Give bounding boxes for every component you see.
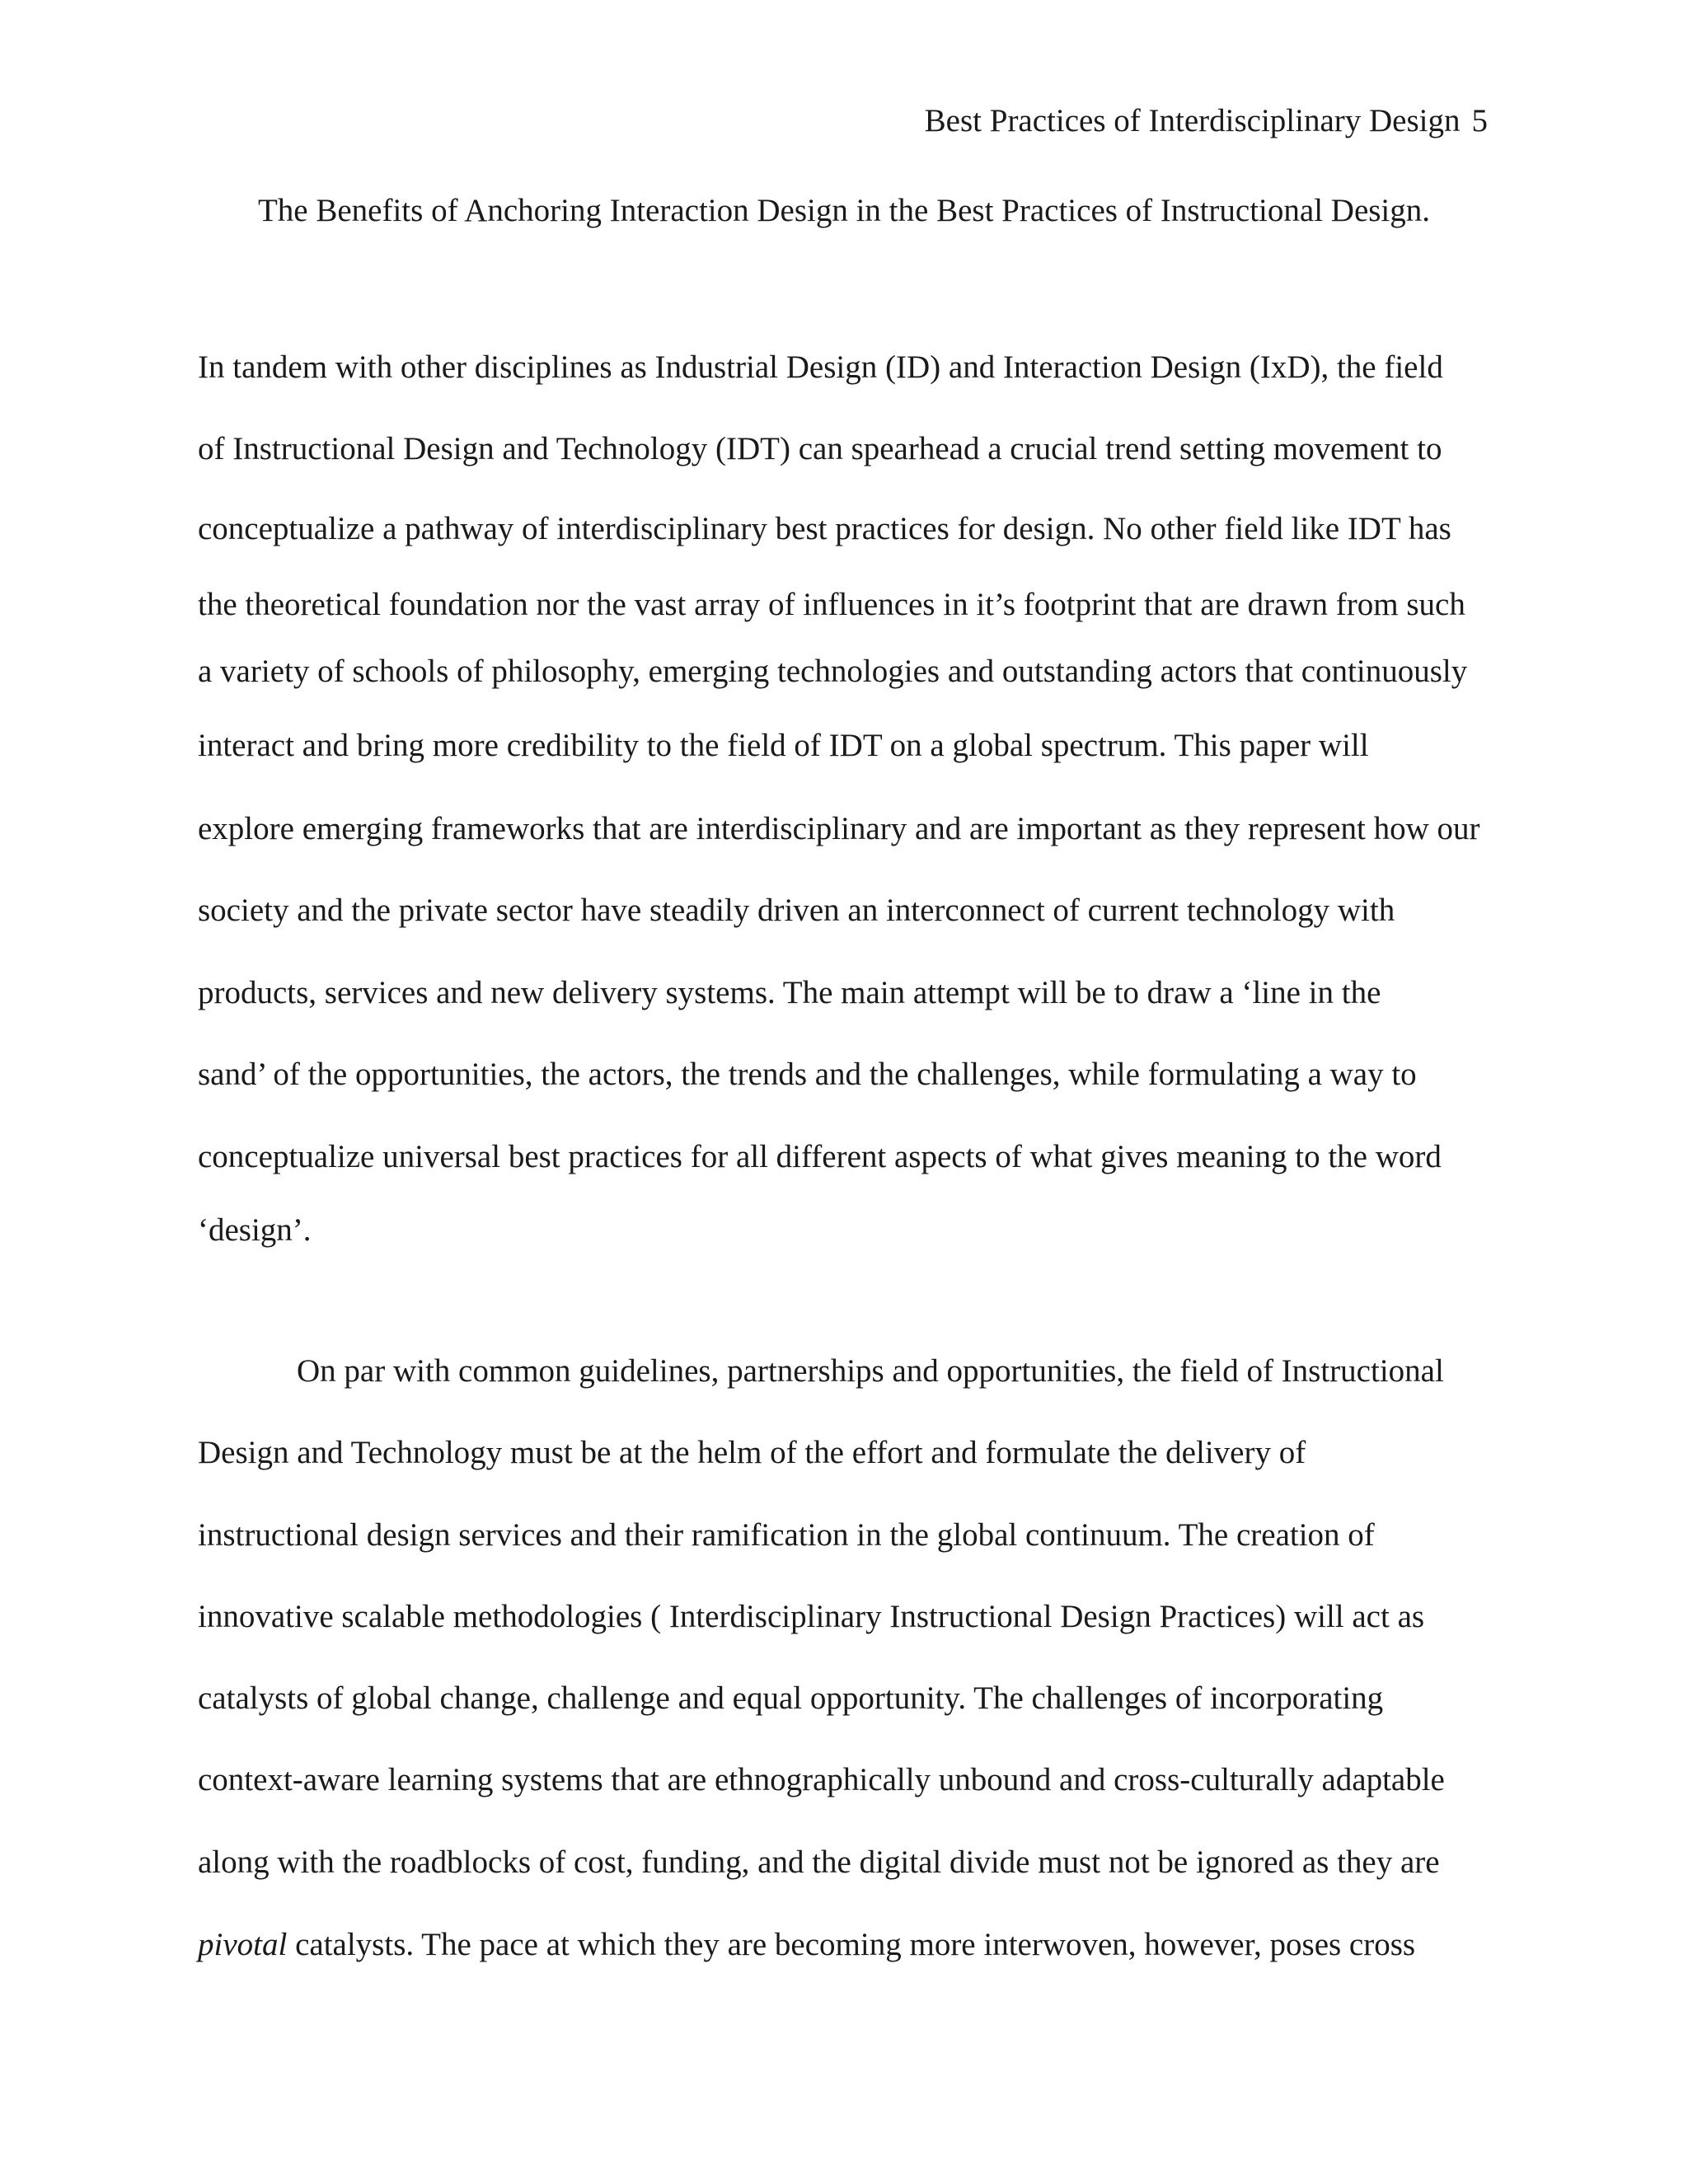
running-head-title: Best Practices of Interdisciplinary Design: [924, 103, 1461, 138]
paragraph-1-line: a variety of schools of philosophy, emerging technologies and outstanding actors that continuously: [198, 654, 1468, 689]
italic-word: pivotal: [198, 1927, 288, 1962]
paragraph-1-line: conceptualize a pathway of interdisciplinary best practices for design. No other field like IDT has: [198, 511, 1451, 546]
paragraph-1-line: society and the private sector have steadily driven an interconnect of current technology with: [198, 893, 1395, 928]
paragraph-1-line: explore emerging frameworks that are interdisciplinary and are important as they represent how our: [198, 811, 1480, 846]
paragraph-2-line: On par with common guidelines, partnerships and opportunities, the field of Instructional: [297, 1353, 1444, 1389]
paragraph-2-line: Design and Technology must be at the helm of the effort and formulate the delivery of: [198, 1435, 1306, 1470]
paragraph-1-line: products, services and new delivery systems. The main attempt will be to draw a ‘line in the: [198, 975, 1381, 1010]
paragraph-2-line: [198, 1923, 1415, 1967]
paragraph-1-line: In tandem with other disciplines as Industrial Design (ID) and Interaction Design (IxD), the field: [198, 349, 1443, 385]
page-number: 5: [1471, 103, 1488, 138]
document-title: The Benefits of Anchoring Interaction Design in the Best Practices of Instructional Design.: [257, 193, 1431, 228]
paragraph-2-line: instructional design services and their ramification in the global continuum. The creation of: [198, 1517, 1375, 1553]
paragraph-2-line: innovative scalable methodologies ( Interdisciplinary Instructional Design Practices) will act as: [198, 1599, 1425, 1634]
running-head: [925, 99, 1488, 143]
paragraph-1-line: conceptualize universal best practices for all different aspects of what gives meaning to the word: [198, 1139, 1442, 1174]
paragraph-1-line: the theoretical foundation nor the vast array of influences in it’s footprint that are drawn from such: [198, 587, 1465, 622]
paragraph-2-line: context-aware learning systems that are ethnographically unbound and cross-culturally adaptable: [198, 1762, 1445, 1797]
paragraph-1-line: ‘design’.: [198, 1212, 312, 1248]
paragraph-2-line: catalysts of global change, challenge and equal opportunity. The challenges of incorporating: [198, 1680, 1384, 1716]
paragraph-1-line: of Instructional Design and Technology (IDT) can spearhead a crucial trend setting movement to: [198, 431, 1442, 466]
paragraph-2-line: along with the roadblocks of cost, funding, and the digital divide must not be ignored as they are: [198, 1844, 1440, 1880]
paragraph-1-line: interact and bring more credibility to the field of IDT on a global spectrum. This paper will: [198, 728, 1369, 763]
line-text: catalysts. The pace at which they are becoming more interwoven, however, poses cross: [287, 1927, 1416, 1962]
paragraph-1-line: sand’ of the opportunities, the actors, the trends and the challenges, while formulating a way to: [198, 1057, 1417, 1092]
